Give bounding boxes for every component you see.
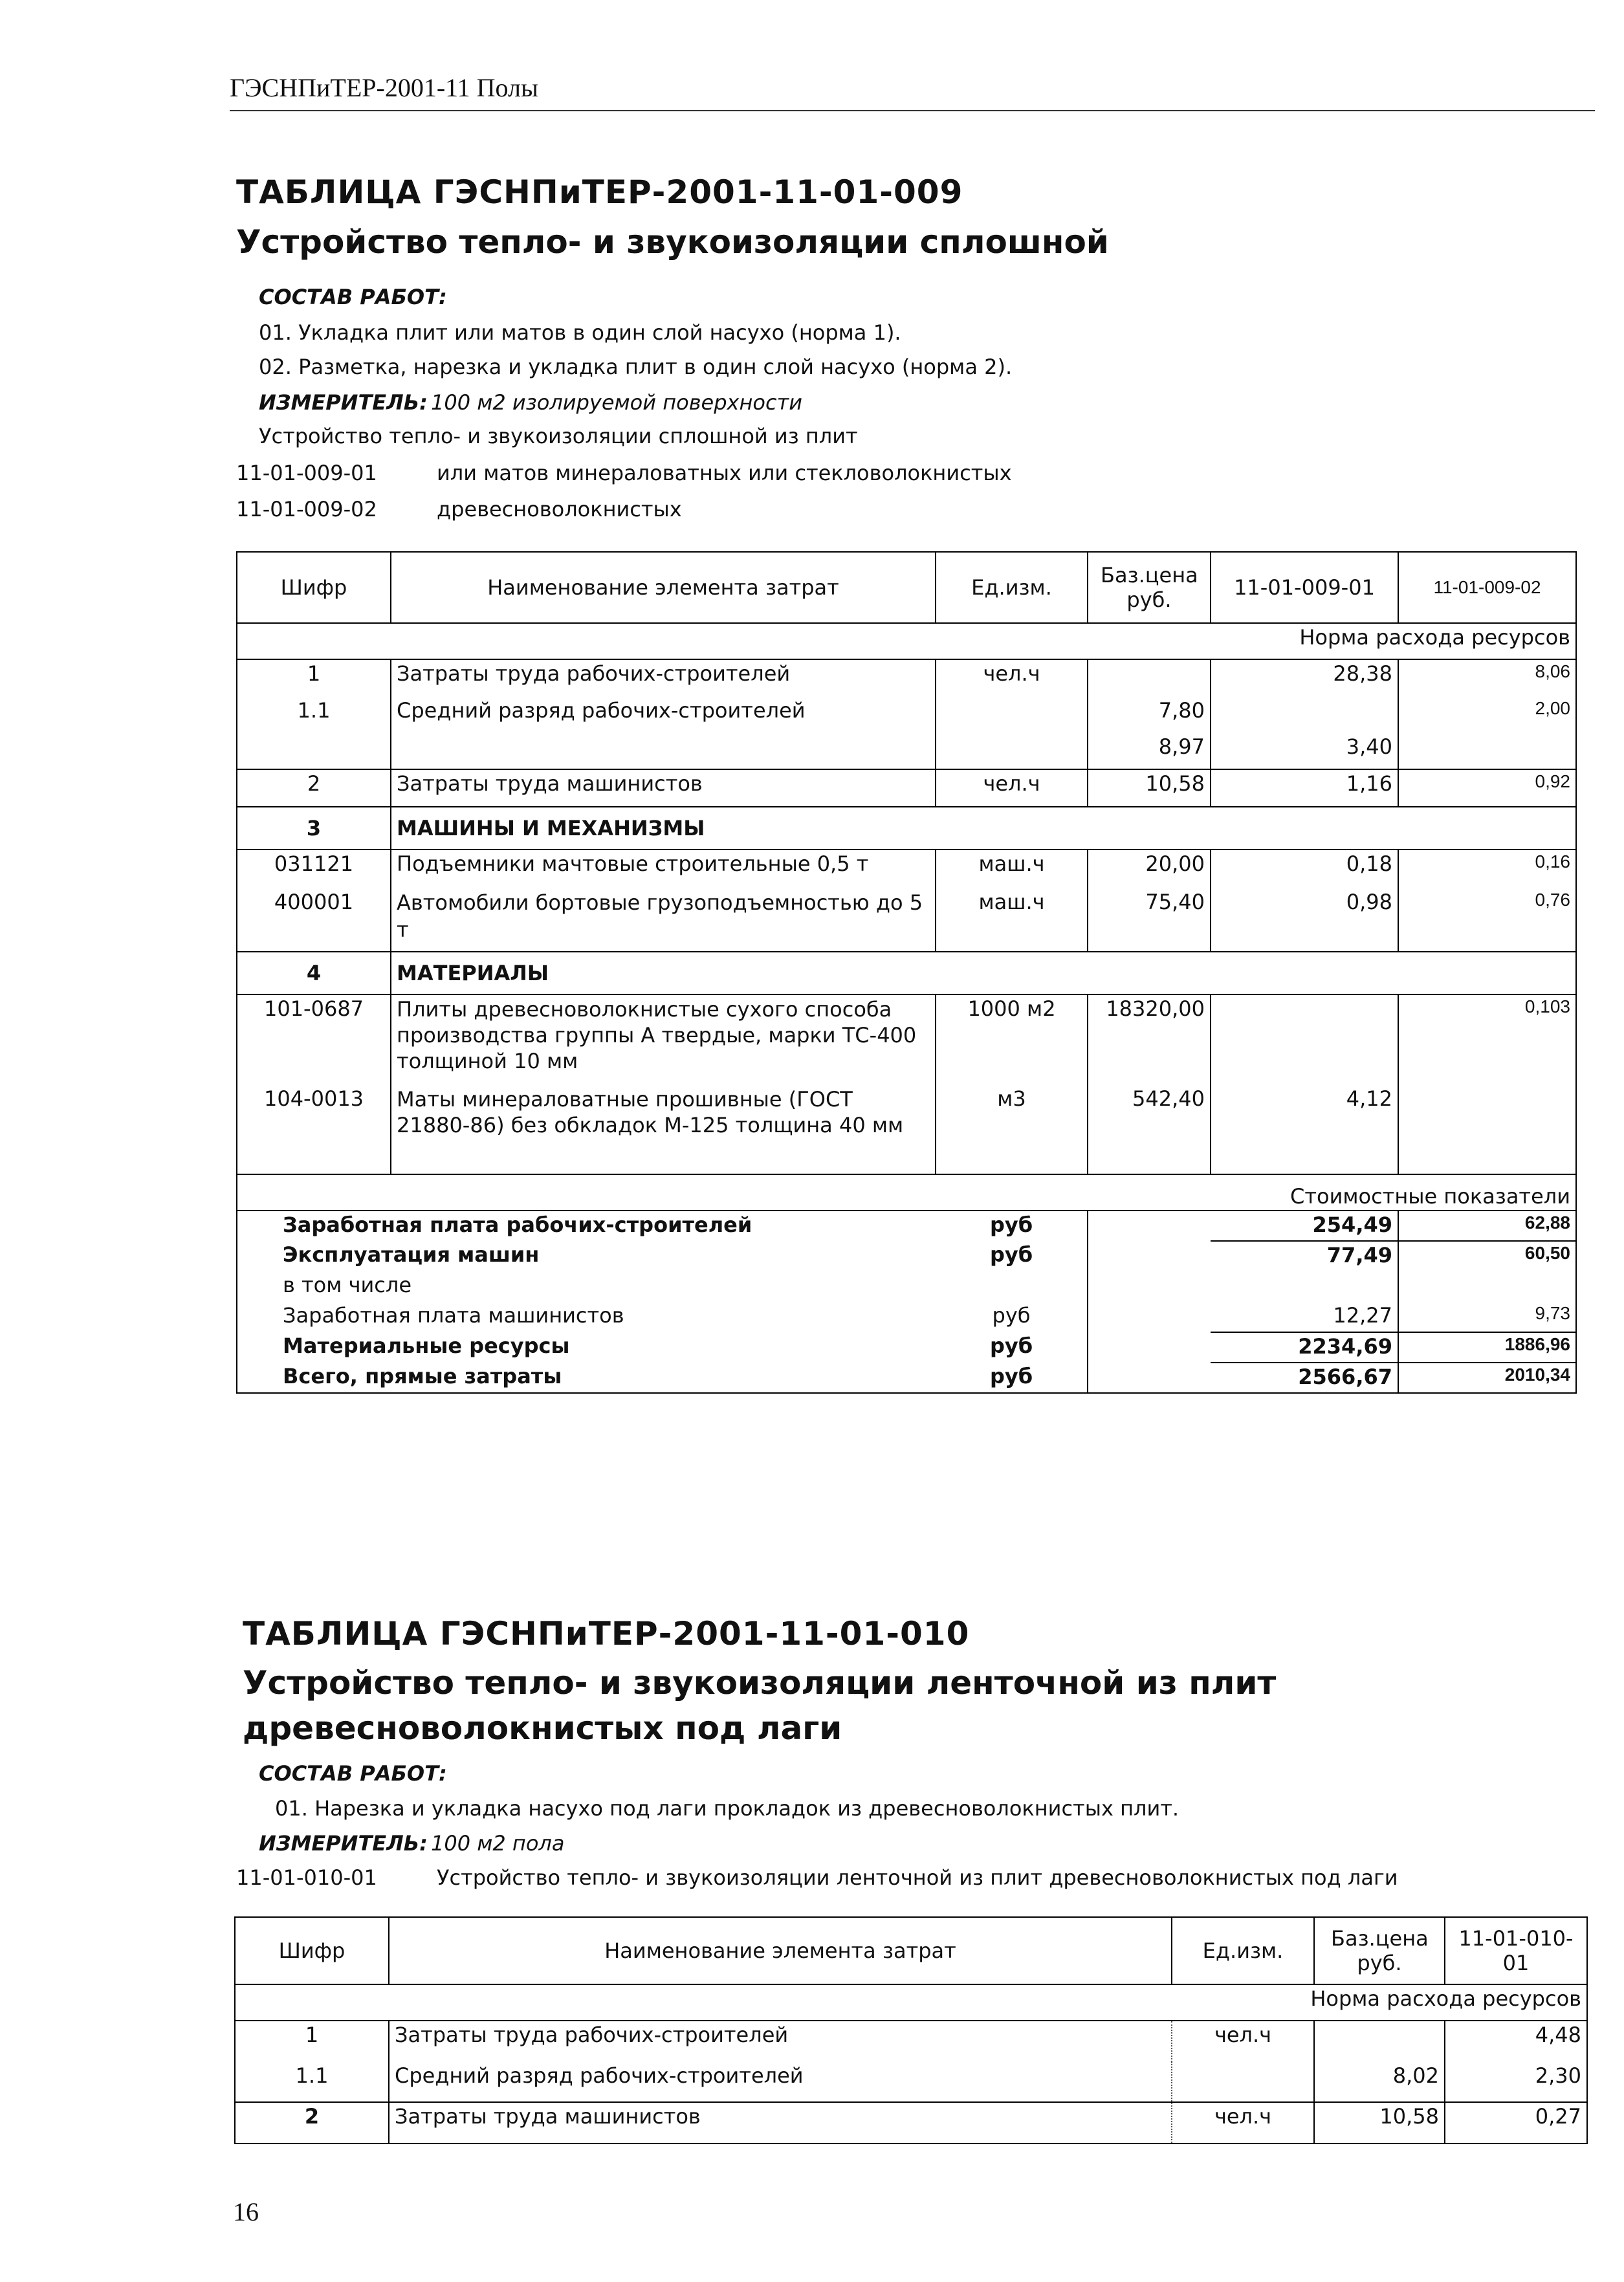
cost-name: Эксплуатация машин xyxy=(237,1241,936,1271)
cost-v1: 12,27 xyxy=(1211,1302,1398,1332)
cost-v2: 60,50 xyxy=(1398,1241,1576,1271)
meter-label: ИЗМЕРИТЕЛЬ: xyxy=(259,1831,428,1856)
row-v1: 1,16 xyxy=(1211,769,1398,807)
table-row xyxy=(237,733,1576,769)
cost-unit: руб xyxy=(936,1363,1088,1393)
cost-row xyxy=(237,1241,1576,1271)
row-v2: 0,76 xyxy=(1398,888,1576,952)
cost-name: Материальные ресурсы xyxy=(237,1332,936,1363)
cost-row xyxy=(237,1211,1576,1241)
section-row xyxy=(237,807,1576,850)
table-subtitle: Устройство тепло- и звукоизоляции ленточной из плит xyxy=(243,1664,1277,1702)
code-number: 11-01-010-01 xyxy=(236,1865,377,1890)
row-name: Маты минераловатные прошивные (ГОСТ 21880-86) без обкладок М-125 толщина 40 мм xyxy=(391,1085,936,1174)
row-unit: чел.ч xyxy=(1214,2023,1272,2047)
header-unit: Ед.изм. xyxy=(936,552,1088,623)
row-unit: чел.ч xyxy=(936,769,1088,807)
table-row xyxy=(237,850,1576,888)
cost-label: Стоимостные показатели xyxy=(237,1174,1576,1211)
header-name: Наименование элемента затрат xyxy=(391,552,936,623)
header-rule xyxy=(230,110,1595,111)
row-unit xyxy=(936,697,1088,733)
table-row xyxy=(237,1085,1576,1174)
row-unit: чел.ч xyxy=(1172,2102,1314,2144)
cost-unit: руб xyxy=(936,1332,1088,1363)
section-row xyxy=(237,952,1576,994)
row-v1: 3,40 xyxy=(1211,733,1398,769)
row-unit: м3 xyxy=(936,1085,1088,1174)
table-row xyxy=(235,2102,1587,2144)
header-col1: 11-01-009-01 xyxy=(1211,552,1398,623)
row-code: 400001 xyxy=(237,888,391,952)
row-name: Затраты труда машинистов xyxy=(391,769,936,807)
row-v2: 8,06 xyxy=(1398,659,1576,697)
row-v2 xyxy=(1398,1085,1576,1174)
row-v2: 0,16 xyxy=(1398,850,1576,888)
row-name: Автомобили бортовые грузоподъемностью до 5 т xyxy=(391,888,936,952)
table-row xyxy=(235,2021,1587,2062)
row-price xyxy=(1088,659,1211,697)
section-code: 3 xyxy=(237,807,391,850)
row-v1: 2,30 xyxy=(1445,2062,1587,2102)
norms-table xyxy=(234,1916,1588,2144)
row-price: 10,58 xyxy=(1314,2102,1445,2144)
row-name: Подъемники мачтовые строительные 0,5 т xyxy=(391,850,936,888)
row-code: 031121 xyxy=(237,850,391,888)
row-code xyxy=(237,733,391,769)
section-code: 4 xyxy=(237,952,391,994)
row-name: Затраты труда рабочих-строителей xyxy=(391,659,936,697)
header-name: Наименование элемента затрат xyxy=(389,1917,1172,1984)
row-v2: 0,103 xyxy=(1398,994,1576,1085)
row-v1: 0,18 xyxy=(1211,850,1398,888)
row-price: 75,40 xyxy=(1088,888,1211,952)
cost-v2: 9,73 xyxy=(1398,1302,1576,1332)
meter-line xyxy=(259,390,802,415)
row-v1 xyxy=(1211,697,1398,733)
table-title: ТАБЛИЦА ГЭСНПиТЕР-2001-11-01-010 xyxy=(243,1615,970,1652)
row-name xyxy=(391,733,936,769)
norm-label-row xyxy=(235,1984,1587,2021)
row-price xyxy=(1314,2021,1445,2062)
row-price: 20,00 xyxy=(1088,850,1211,888)
intro-text: Устройство тепло- и звукоизоляции сплошной из плит xyxy=(259,424,858,448)
cost-price xyxy=(1088,1241,1211,1271)
cost-row xyxy=(237,1332,1576,1363)
row-price: 7,80 xyxy=(1088,697,1211,733)
norm-label: Норма расхода ресурсов xyxy=(235,1984,1587,2021)
norm-label-row xyxy=(237,623,1576,659)
header-price xyxy=(1314,1917,1445,1984)
cost-label-row xyxy=(237,1174,1576,1211)
row-unit: маш.ч xyxy=(936,888,1088,952)
cost-v1: 254,49 xyxy=(1211,1211,1398,1241)
cost-v1: 2566,67 xyxy=(1211,1363,1398,1393)
table-subtitle: Устройство тепло- и звукоизоляции сплошной xyxy=(236,223,1109,261)
cost-unit: руб xyxy=(936,1302,1088,1332)
row-code: 101-0687 xyxy=(237,994,391,1085)
section-title: МАТЕРИАЛЫ xyxy=(391,952,1576,994)
table-header-row xyxy=(237,552,1576,623)
row-name: Затраты труда рабочих-строителей xyxy=(389,2021,1172,2062)
row-price: 542,40 xyxy=(1088,1085,1211,1174)
cost-name: Заработная плата рабочих-строителей xyxy=(237,1211,936,1241)
table-row xyxy=(235,2062,1587,2102)
header-unit: Ед.изм. xyxy=(1172,1917,1314,1984)
code-number: 11-01-009-02 xyxy=(236,497,377,521)
work-item: 02. Разметка, нарезка и укладка плит в один слой насухо (норма 2). xyxy=(259,355,1013,379)
work-item: 01. Нарезка и укладка насухо под лаги прокладок из древесноволокнистых плит. xyxy=(275,1796,1180,1821)
running-header: ГЭСНПиТЕР-2001-11 Полы xyxy=(230,73,538,102)
cost-unit xyxy=(936,1271,1088,1302)
row-name: Средний разряд рабочих-строителей xyxy=(391,697,936,733)
cost-price xyxy=(1088,1302,1211,1332)
cost-row xyxy=(237,1302,1576,1332)
cost-unit: руб xyxy=(936,1211,1088,1241)
row-unit: чел.ч xyxy=(936,659,1088,697)
cost-row xyxy=(237,1363,1576,1393)
meter-value: 100 м2 пола xyxy=(431,1831,565,1856)
row-code: 1 xyxy=(235,2021,389,2062)
section-title: МАШИНЫ И МЕХАНИЗМЫ xyxy=(391,807,1576,850)
header-code: Шифр xyxy=(235,1917,389,1984)
row-unit xyxy=(1172,2062,1314,2102)
table-row xyxy=(237,888,1576,952)
row-price: 8,02 xyxy=(1314,2062,1445,2102)
row-price: 18320,00 xyxy=(1088,994,1211,1085)
row-code: 1.1 xyxy=(235,2062,389,2102)
cost-name: в том числе xyxy=(237,1271,936,1302)
table-title: ТАБЛИЦА ГЭСНПиТЕР-2001-11-01-009 xyxy=(236,173,963,211)
code-description: древесноволокнистых xyxy=(437,497,682,521)
row-code: 1 xyxy=(237,659,391,697)
header-price-text: Баз.цена руб. xyxy=(1331,1925,1429,1975)
cost-v2: 2010,34 xyxy=(1398,1363,1576,1393)
cost-price xyxy=(1088,1211,1211,1241)
row-v1 xyxy=(1211,994,1398,1085)
row-code: 1.1 xyxy=(237,697,391,733)
code-description: Устройство тепло- и звукоизоляции ленточной из плит древесноволокнистых под лаги xyxy=(437,1865,1398,1890)
row-price: 10,58 xyxy=(1088,769,1211,807)
table-row xyxy=(237,659,1576,697)
cost-name: Заработная плата машинистов xyxy=(237,1302,936,1332)
row-v1: 4,12 xyxy=(1211,1085,1398,1174)
row-v2: 0,92 xyxy=(1398,769,1576,807)
cost-price xyxy=(1088,1271,1211,1302)
meter-line xyxy=(259,1831,564,1856)
composition-label: СОСТАВ РАБОТ: xyxy=(259,285,447,309)
header-col1: 11-01-010-01 xyxy=(1445,1917,1587,1984)
cost-v1: 2234,69 xyxy=(1211,1332,1398,1363)
row-name: Затраты труда машинистов xyxy=(389,2102,1172,2144)
row-price: 8,97 xyxy=(1088,733,1211,769)
cost-v1 xyxy=(1211,1271,1398,1302)
row-unit xyxy=(936,733,1088,769)
meter-value: 100 м2 изолируемой поверхности xyxy=(431,390,803,415)
header-price xyxy=(1088,552,1211,623)
row-code: 2 xyxy=(235,2102,389,2144)
page-number: 16 xyxy=(233,2197,259,2226)
cost-v2: 62,88 xyxy=(1398,1211,1576,1241)
cost-v1: 77,49 xyxy=(1211,1241,1398,1271)
meter-label: ИЗМЕРИТЕЛЬ: xyxy=(259,390,428,415)
composition-label: СОСТАВ РАБОТ: xyxy=(259,1761,447,1786)
table-row xyxy=(237,994,1576,1085)
row-v1: 0,98 xyxy=(1211,888,1398,952)
row-unit: маш.ч xyxy=(936,850,1088,888)
row-v2: 2,00 xyxy=(1398,697,1576,733)
row-code: 104-0013 xyxy=(237,1085,391,1174)
header-col2: 11-01-009-02 xyxy=(1398,552,1576,623)
norms-table xyxy=(236,551,1577,1394)
code-number: 11-01-009-01 xyxy=(236,461,377,485)
table-row xyxy=(237,697,1576,733)
row-v2 xyxy=(1398,733,1576,769)
cost-row xyxy=(237,1271,1576,1302)
code-description: или матов минераловатных или стекловолокнистых xyxy=(437,461,1012,485)
table-header-row xyxy=(235,1917,1587,1984)
cost-v2: 1886,96 xyxy=(1398,1332,1576,1363)
table-row xyxy=(237,769,1576,807)
cost-v2 xyxy=(1398,1271,1576,1302)
header-price-text: Баз.цена руб. xyxy=(1101,562,1198,612)
table-subtitle: древесноволокнистых под лаги xyxy=(243,1709,842,1747)
cost-unit: руб xyxy=(936,1241,1088,1271)
norm-label: Норма расхода ресурсов xyxy=(237,623,1576,659)
row-name: Средний разряд рабочих-строителей xyxy=(389,2062,1172,2102)
header-code: Шифр xyxy=(237,552,391,623)
row-unit: 1000 м2 xyxy=(936,994,1088,1085)
cost-name: Всего, прямые затраты xyxy=(237,1363,936,1393)
row-code: 2 xyxy=(237,769,391,807)
row-v1: 28,38 xyxy=(1211,659,1398,697)
row-v1: 0,27 xyxy=(1445,2102,1587,2144)
cost-price xyxy=(1088,1363,1211,1393)
cost-price xyxy=(1088,1332,1211,1363)
row-v1: 4,48 xyxy=(1445,2021,1587,2062)
work-item: 01. Укладка плит или матов в один слой насухо (норма 1). xyxy=(259,320,901,345)
row-name: Плиты древесноволокнистые сухого способа производства группы А твердые, марки ТС-400 толщиной 10 мм xyxy=(391,994,936,1085)
